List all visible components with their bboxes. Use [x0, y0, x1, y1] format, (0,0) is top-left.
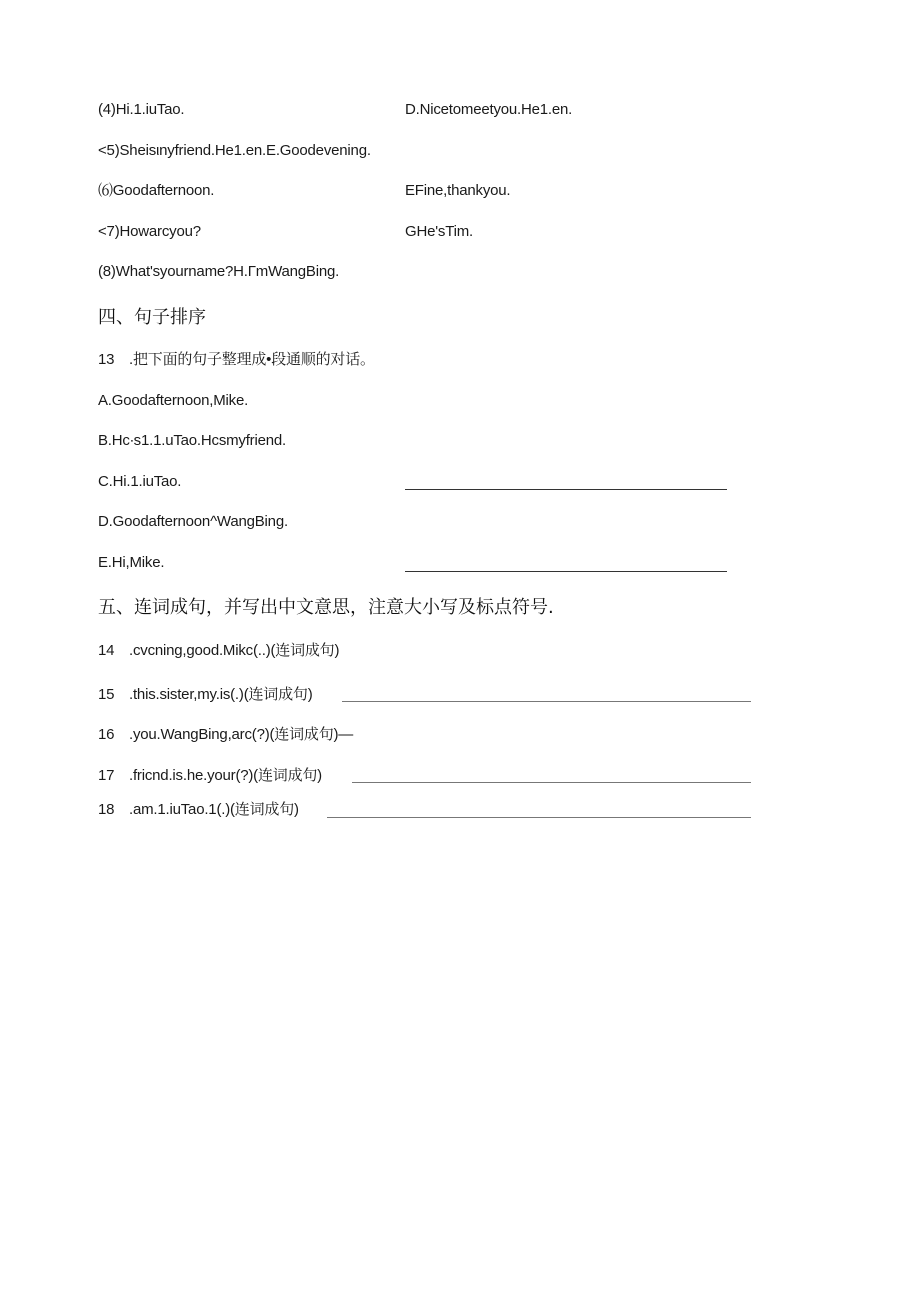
- matching-left-6: ⑹Goodafternoon.: [98, 182, 215, 199]
- section-4-title: 四、句子排序: [98, 307, 206, 328]
- section-5-title: 五、连词成句，并写出中文意思，注意大小写及标点符号.: [98, 597, 554, 618]
- matching-right-g: GHe'sTim.: [405, 223, 474, 240]
- question-18: [98, 800, 299, 820]
- option-b: B.Hc∙s1.1.uTao.Hcsmyfriend.: [98, 432, 287, 449]
- matching-right-e: EFine,thankyou.: [405, 182, 511, 199]
- option-e: E.Hi,Mike.: [98, 554, 165, 571]
- question-17: [98, 766, 322, 786]
- answer-blank-15[interactable]: [342, 701, 751, 702]
- question-text: .this.sister,my.is(.)(连词成句): [129, 686, 313, 703]
- question-number: 18: [98, 801, 115, 818]
- answer-blank-1[interactable]: [405, 489, 727, 490]
- question-text: .am.1.iuTao.1(.)(连词成句): [129, 801, 299, 818]
- question-text: .you.WangBing,arc(?)(连词成句)—: [129, 726, 354, 743]
- answer-blank-17[interactable]: [352, 782, 751, 783]
- option-a: A.Goodafternoon,Mike.: [98, 392, 249, 409]
- answer-blank-18[interactable]: [327, 817, 751, 818]
- matching-left-8: (8)What'syourname?H.ΓmWangBing.: [98, 263, 340, 280]
- question-13: [98, 350, 375, 370]
- question-text: .cvcning,good.Mikc(..)(连词成句): [129, 642, 340, 659]
- question-text: .把下面的句子整理成•段通顺的对话。: [129, 351, 375, 368]
- question-number: 17: [98, 767, 115, 784]
- question-14: [98, 641, 339, 661]
- question-number: 16: [98, 726, 115, 743]
- option-c: C.Hi.1.iuTao.: [98, 473, 182, 490]
- question-16: [98, 725, 353, 745]
- question-number: 14: [98, 642, 115, 659]
- option-d: D.Goodafternoon^WangBing.: [98, 513, 288, 530]
- question-text: .fricnd.is.he.your(?)(连词成句): [129, 767, 322, 784]
- answer-blank-2[interactable]: [405, 571, 727, 572]
- question-number: 13: [98, 351, 115, 368]
- matching-left-5: <5)Sheisιnyfriend.He1.en.E.Goodevening.: [98, 142, 371, 159]
- question-number: 15: [98, 686, 115, 703]
- matching-right-d: D.Nicetomeetyou.He1.en.: [405, 101, 573, 118]
- question-15: [98, 685, 313, 705]
- matching-left-7: <7)Howarcyou?: [98, 223, 201, 240]
- matching-left-4: (4)Hi.1.iuTao.: [98, 101, 185, 118]
